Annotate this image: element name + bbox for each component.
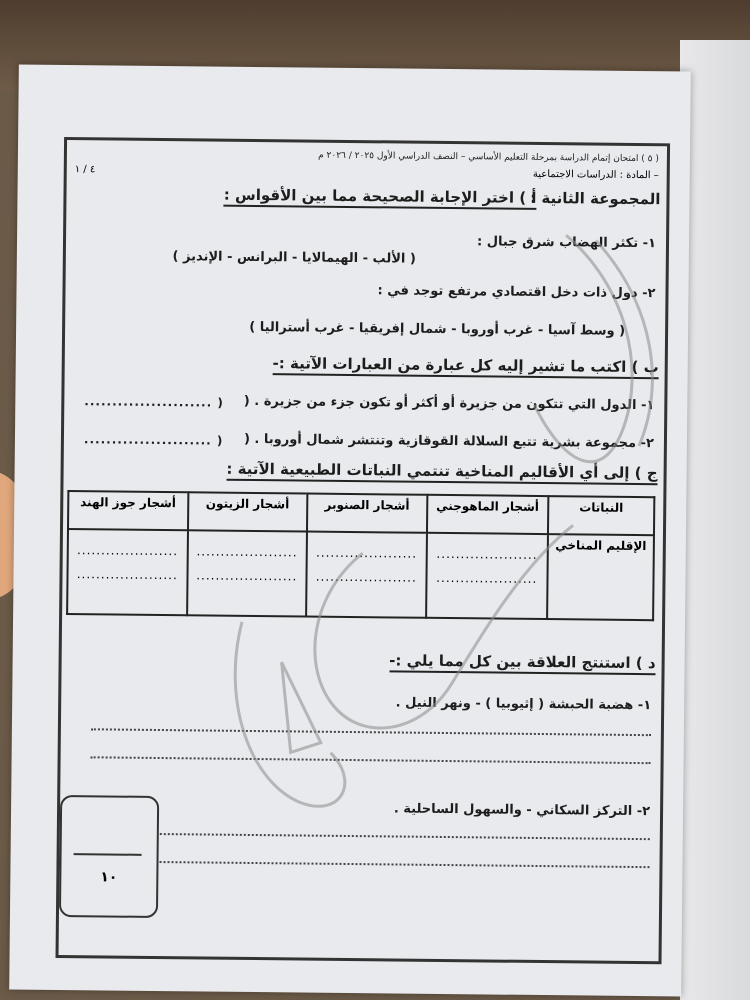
table-answer-cell[interactable] <box>67 529 187 615</box>
question-b1: ١- الدول التي تتكون من جزيرة أو أكثر أو تكون جزء من جزيرة . ( <box>243 393 655 414</box>
answer-blank: ..................... <box>315 569 417 585</box>
question-b2-blank: ....................... ) <box>83 432 224 448</box>
question-b2: ٢- مجموعة بشرية تتبع السلالة القوقازية وتنتشر شمال أوروبا . ( <box>243 431 655 452</box>
group-label: المجموعة الثانية : <box>530 188 661 209</box>
answer-line[interactable] <box>91 756 651 764</box>
question-a1: ١- تكثر الهضاب شرق جبال : <box>476 234 657 252</box>
answer-blank: ..................... <box>196 568 298 584</box>
answer-line[interactable] <box>160 861 650 868</box>
exam-paper <box>9 65 691 997</box>
question-a2: ٢- دول ذات دخل اقتصادي مرتفع توجد في : <box>377 283 656 302</box>
table-answer-cell[interactable] <box>306 532 426 618</box>
answer-blank: ..................... <box>436 570 538 586</box>
question-a1-options: ( الألب - الهيمالايا - البرانس - الإنديز ) <box>172 249 416 267</box>
table-header-cell: أشجار الزيتون <box>188 492 308 531</box>
page-frame <box>56 137 671 964</box>
answer-blank: ..................... <box>315 545 418 561</box>
exam-header: ( ٥ ) امتحان إتمام الدراسة بمرحلة التعليم الأساسي – النصف الدراسي الأول ٢٠٢٥ / ٢٠٢٦ م <box>318 150 659 165</box>
answer-blank: ..................... <box>76 567 178 583</box>
table-header-cell: أشجار الماهوجني <box>427 495 549 534</box>
table-header-cell: أشجار جوز الهند <box>68 491 188 530</box>
part-c-title: ج ) إلى أي الأقاليم المناخية تنتمي النباتات الطبيعية الآتية : <box>226 460 657 486</box>
table-row <box>68 491 654 535</box>
question-b1-blank: ....................... ) <box>84 394 224 410</box>
answer-blank: ..................... <box>76 543 179 559</box>
question-d1: ١- هضبة الحبشة ( إثيوبيا ) - ونهر النيل . <box>395 695 652 714</box>
background-next-page <box>680 40 750 1000</box>
table-header-cell: النباتات <box>548 496 654 535</box>
part-d-title: د ) استنتج العلاقة بين كل مما يلي :- <box>389 651 656 675</box>
question-a2-options: ( وسط آسيا - غرب أوروبا - شمال إفريقيا - غرب أستراليا ) <box>249 319 626 339</box>
page-number: ٤ / ١ <box>74 164 96 176</box>
plants-table <box>66 490 655 621</box>
answer-blank: ..................... <box>436 546 538 562</box>
grade-divider <box>74 853 142 856</box>
subject-label: – المادة : الدراسات الاجتماعية <box>532 168 659 182</box>
part-a-title: أ ) اختر الإجابة الصحيحة مما بين الأقواس : <box>224 186 537 210</box>
subject-line <box>75 164 659 181</box>
table-answer-cell[interactable] <box>426 533 548 619</box>
answer-line[interactable] <box>160 833 650 840</box>
question-d2: ٢- التركز السكاني - والسهول الساحلية . <box>393 801 651 820</box>
answer-blank: ..................... <box>196 544 298 560</box>
part-b-title: ب ) اكتب ما تشير إليه كل عبارة من العبارات الآتية :- <box>272 354 658 379</box>
grade-total: ١٠ <box>100 869 118 886</box>
table-row-label: الإقليم المناخي <box>547 534 654 620</box>
table-row <box>67 529 654 620</box>
table-header-cell: أشجار الصنوبر <box>307 494 427 533</box>
grade-box <box>59 795 159 918</box>
answer-line[interactable] <box>91 728 651 736</box>
table-answer-cell[interactable] <box>187 530 307 616</box>
